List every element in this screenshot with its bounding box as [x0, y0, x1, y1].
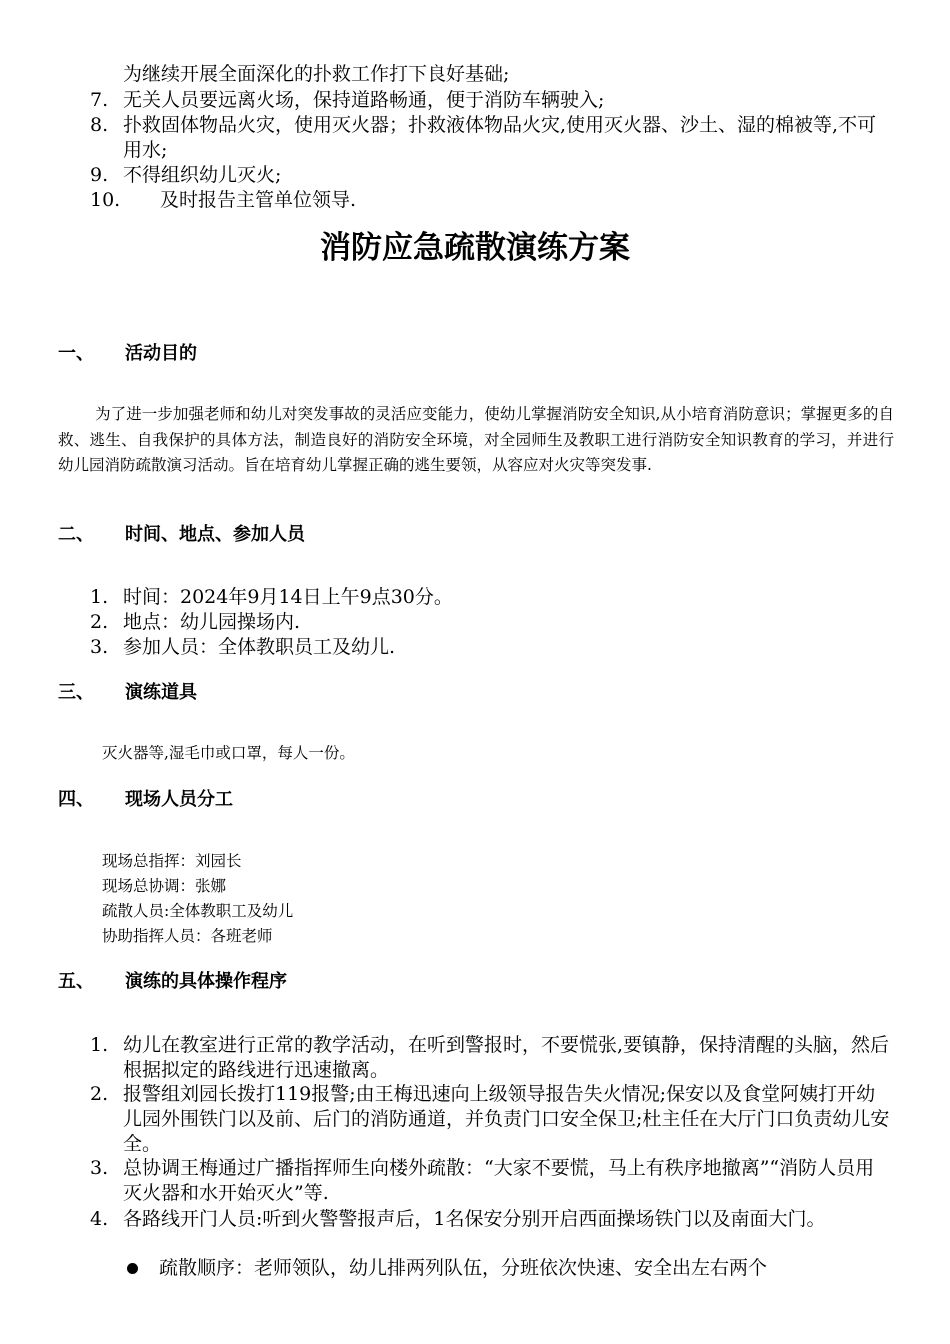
props-text: 灭火器等,湿毛巾或口罩，每人一份。 — [102, 744, 355, 762]
section-heading — [58, 970, 287, 994]
list-number: 8. — [90, 114, 109, 136]
section-title: 现场人员分工 — [125, 789, 233, 810]
section-heading — [58, 788, 233, 812]
list-item — [90, 610, 890, 635]
section-number: 五、 — [58, 971, 94, 992]
list-item — [90, 163, 890, 188]
section-title: 活动目的 — [125, 343, 197, 364]
list-item — [90, 1207, 890, 1232]
list-number: 1. — [90, 586, 109, 608]
section-number: 四、 — [58, 789, 94, 810]
list-text: 不得组织幼儿灭火; — [123, 164, 282, 186]
list-item — [90, 188, 890, 213]
list-text: 扑救固体物品火灾，使用灭火器；扑救液体物品火灾,使用灭火器、沙土、湿的棉被等,不可用水; — [123, 114, 877, 161]
list-number: 7. — [90, 89, 109, 111]
list-text: 及时报告主管单位领导. — [160, 189, 357, 211]
staff-line: 协助指挥人员：各班老师 — [102, 927, 273, 945]
list-text: 各路线开门人员:听到火警警报声后，1名保安分别开启西面操场铁门以及南面大门。 — [123, 1208, 826, 1230]
staff-line: 疏散人员:全体教职工及幼儿 — [102, 902, 294, 920]
bullet-dot-icon — [127, 1263, 138, 1274]
list-item — [90, 635, 890, 660]
list-item — [90, 113, 890, 163]
bullet-text: 疏散顺序：老师领队，幼儿排两列队伍，分班依次快速、安全出左右两个 — [159, 1257, 768, 1279]
list-number: 2. — [90, 611, 109, 633]
list-number: 4. — [90, 1208, 109, 1230]
list-text: 总协调王梅通过广播指挥师生向楼外疏散：“大家不要慌，马上有秩序地撤离”“消防人员用灭火器和水开始灭火”等. — [123, 1157, 875, 1204]
staff-line: 现场总指挥：刘园长 — [102, 852, 242, 870]
list-item — [90, 585, 890, 610]
list-continuation: 为继续开展全面深化的扑救工作打下良好基础; — [123, 63, 510, 85]
list-text: 无关人员要远离火场，保持道路畅通，便于消防车辆驶入; — [123, 89, 605, 111]
list-text: 参加人员：全体教职员工及幼儿. — [123, 636, 396, 658]
list-number: 2. — [90, 1083, 109, 1105]
list-text: 时间：2024年9月14日上午9点30分。 — [123, 586, 453, 608]
bullet-item — [123, 1256, 893, 1281]
staff-line: 现场总协调：张娜 — [102, 877, 227, 895]
purpose-paragraph — [58, 402, 894, 479]
section-heading — [58, 523, 305, 547]
list-item — [90, 1033, 890, 1083]
section-title: 演练的具体操作程序 — [125, 971, 287, 992]
list-item — [90, 1082, 890, 1157]
list-item — [90, 88, 890, 113]
section-number: 一、 — [58, 343, 94, 364]
list-number: 9. — [90, 164, 109, 186]
list-number: 10. — [90, 189, 121, 211]
purpose-text: 为了进一步加强老师和幼儿对突发事故的灵活应变能力，使幼儿掌握消防安全知识,从小培育消防意识；掌握更多的自救、逃生、自我保护的具体方法，制造良好的消防安全环境，对全园师生及教职工进行消防安全知识教育的学习，并进行幼儿园消防疏散演习活动。旨在培育幼儿掌握正确的逃生要领，从容应对火灾等突发事. — [58, 405, 894, 474]
list-item — [90, 1156, 890, 1206]
section-title: 演练道具 — [125, 682, 197, 703]
list-text: 报警组刘园长拨打119报警;由王梅迅速向上级领导报告失火情况;保安以及食堂阿姨打开幼儿园外围铁门以及前、后门的消防通道，并负责门口安全保卫;杜主任在大厅门口负责幼儿安全。 — [123, 1083, 890, 1155]
list-text: 地点：幼儿园操场内. — [123, 611, 301, 633]
list-text: 幼儿在教室进行正常的教学活动，在听到警报时，不要慌张,要镇静，保持清醒的头脑，然后根据拟定的路线进行迅速撤离。 — [123, 1034, 890, 1081]
list-number: 3. — [90, 1157, 109, 1179]
list-number: 1. — [90, 1034, 109, 1056]
section-number: 三、 — [58, 682, 94, 703]
section-heading — [58, 681, 197, 705]
page-title: 消防应急疏散演练方案 — [320, 230, 630, 266]
section-heading — [58, 342, 197, 366]
list-number: 3. — [90, 636, 109, 658]
section-number: 二、 — [58, 524, 94, 545]
section-title: 时间、地点、参加人员 — [125, 524, 305, 545]
